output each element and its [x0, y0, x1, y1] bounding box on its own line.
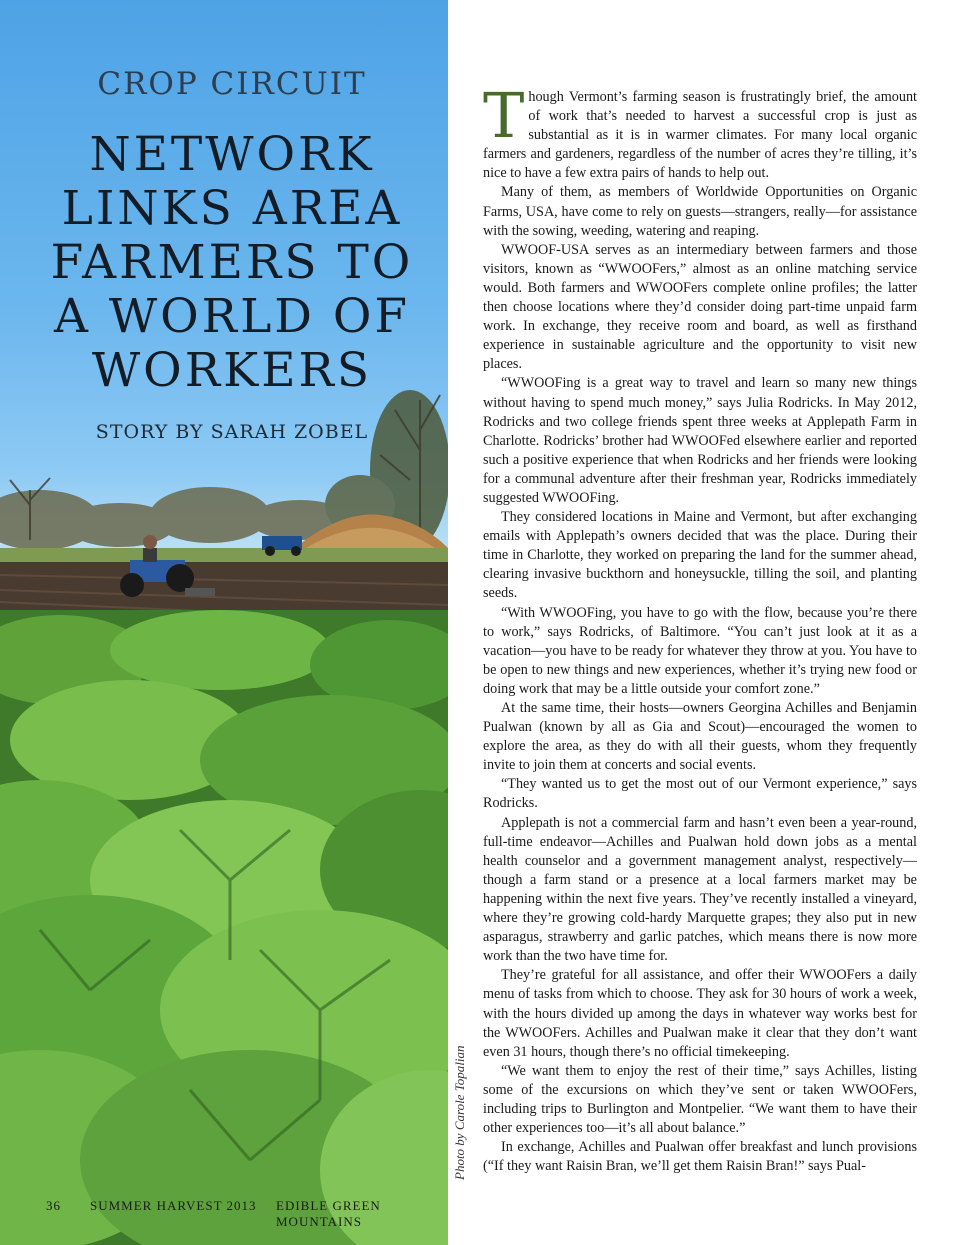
headline-line: NETWORK — [89, 127, 375, 182]
paragraph-text: hough Vermont’s farming season is frustratingly brief, the amount of work that’s needed to harvest a successful crop is just as substantial as it is in warmer climates. For many local organic farmers and gardeners, regardless of the number of acres they’re tilling, it’s nice to have a few extra pairs of hands to help out. — [483, 89, 917, 182]
cover-photo — [0, 0, 448, 1245]
article-paragraph: WWOOF-USA serves as an intermediary between farmers and those visitors, known as “WWOOFers,” almost as an online matching service would. Both farmers and WWOOFers complete online profiles; the latter then choose locations where they’d consider doing part-time unpaid farm work. In exchange, they receive room and board, as well as firsthand experience in sustainable agriculture and the opportunity to visit new places. — [483, 241, 917, 373]
article-paragraph: “They wanted us to get the most out of our Vermont experience,” says Rodricks. — [483, 776, 917, 812]
article-paragraph: Applepath is not a commercial farm and hasn’t even been a year-round, full-time endeavor—Achilles and Pualwan hold down jobs as a mental health counselor and a government management analyst, respectively—though a farm stand or a presence at a local farmers market may be happening within the next five years. They’ve recently installed a vineyard, where they’re growing cold-hardy Marquette grapes; they also put in new asparagus, strawberry and garlic patches, which means there is now more work than the two have time for. — [483, 814, 917, 965]
page-footer — [46, 1198, 466, 1229]
article-paragraph: “We want them to enjoy the rest of their time,” says Achilles, listing some of the excursions on which they’ve sent or taken WWOOFers, including trips to Burlington and Montpelier. “We want them to have their other experiences too—it’s all about balance.” — [483, 1062, 917, 1137]
issue-label: SUMMER HARVEST 2013 — [90, 1198, 257, 1213]
article-paragraph — [483, 79, 917, 183]
article-paragraph: Many of them, as members of Worldwide Opportunities on Organic Farms, USA, have come to rely on guests—strangers, really—for assistance with the sowing, weeding, watering and reaping. — [483, 184, 917, 239]
headline-line: WORKERS — [91, 343, 373, 398]
byline: STORY BY SARAH ZOBEL — [95, 421, 369, 443]
article-paragraph: “With WWOOFing, you have to go with the flow, because you’re there to work,” says Rodricks, of Baltimore. “You can’t just look at it as a vacation—you have to be ready for whatever they throw at you. You have to be open to new things and new experiences, whether it’s trying new food or doing work that may be a little outside your comfort zone.” — [483, 604, 917, 697]
headline-line: LINKS AREA — [61, 181, 403, 236]
article-paragraph: In exchange, Achilles and Pualwan offer breakfast and lunch provisions (“If they want Raisin Bran, we’ll get them Raisin Bran!” says Pual- — [483, 1139, 917, 1175]
article-headline — [0, 128, 448, 398]
article-paragraph: At the same time, their hosts—owners Georgina Achilles and Benjamin Pualwan (known by all as Gia and Scout)—encouraged the women to explore the area, as they do with all their guests, whom they frequently invite to join them at concerts and social events. — [483, 700, 917, 774]
article-paragraph: “WWOOFing is a great way to travel and learn so many new things without having to spend much money,” says Julia Rodricks. In May 2012, Rodricks and two college friends spent three weeks at Applepath Farm in Charlotte. Rodricks’ brother had WWOOFed elsewhere earlier and reported such a positive experience that when Rodricks and her friends were looking for a communal adventure after their freshman year, Rodricks immediately suggested WWOOFing. — [483, 375, 917, 506]
magazine-name: EDIBLE GREEN MOUNTAINS — [276, 1198, 381, 1229]
section-kicker: CROP CIRCUIT — [97, 66, 367, 102]
article-body — [483, 79, 917, 1176]
article-paragraph: They’re grateful for all assistance, and offer their WWOOFers a daily menu of tasks from which to choose. They ask for 30 hours of work a week, with the hours divided up among the days in whatever way works best for the WWOOFers. Achilles and Pualwan make it clear that they don’t want even 31 hours, though there’s no official timekeeping. — [483, 967, 917, 1060]
article-paragraph: They considered locations in Maine and Vermont, but after exchanging emails with Applepath’s owners decided that was the place. During their time in Charlotte, they worked on preparing the land for the summer ahead, clearing invasive buckthorn and honeysuckle, tilling the soil, and planting seeds. — [483, 509, 917, 602]
page-number: 36 — [46, 1198, 61, 1213]
headline-line: A WORLD OF — [53, 289, 411, 344]
drop-cap: T — [483, 79, 525, 152]
photo-credit-text: Photo by Carole Topalian — [452, 1045, 467, 1180]
headline-line: FARMERS TO — [50, 235, 414, 290]
photo-credit — [452, 1040, 470, 1180]
